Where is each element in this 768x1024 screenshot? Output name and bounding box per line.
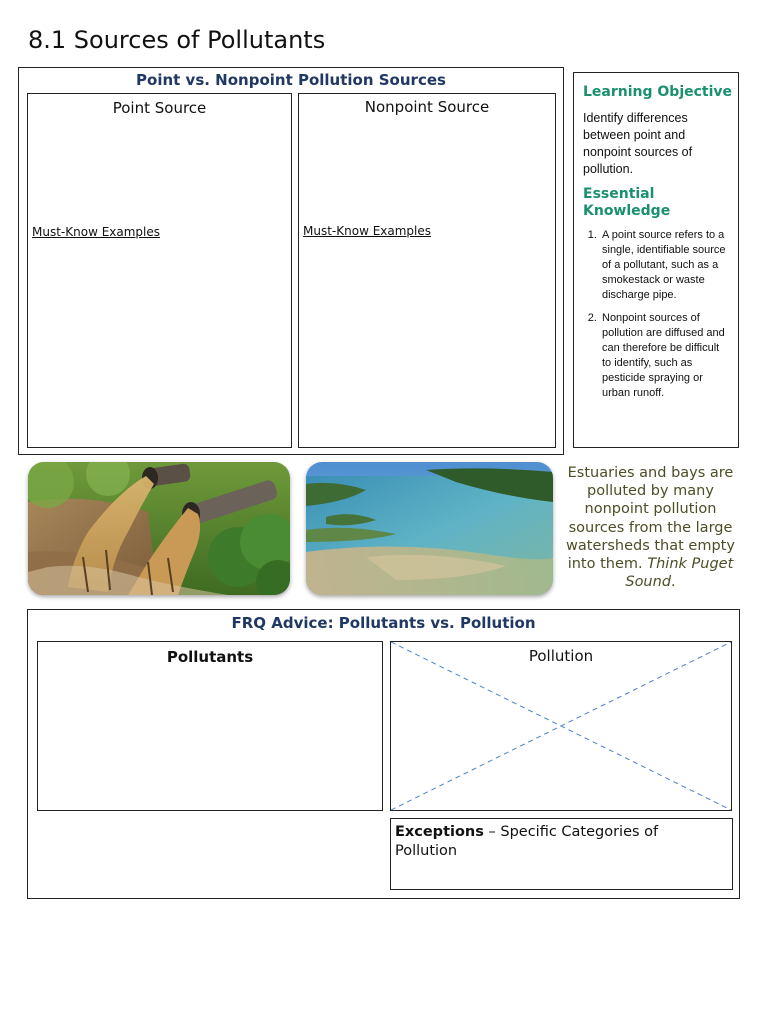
pollutants-box xyxy=(37,641,383,811)
frq-title: FRQ Advice: Pollutants vs. Pollution xyxy=(231,614,536,632)
exceptions-description: – Specific Categories of Pollution xyxy=(395,824,659,859)
learning-objective-heading: Learning Objective xyxy=(583,84,733,100)
exceptions-text xyxy=(395,823,715,861)
caption-text: Estuaries and bays are polluted by many nonpoint pollution sources from the large watersheds that empty into them. xyxy=(566,465,735,573)
pollution-heading: Pollution xyxy=(528,647,594,665)
essential-knowledge-list xyxy=(583,228,727,409)
point-source-box xyxy=(27,93,292,448)
estuary-aerial-image xyxy=(306,462,553,595)
nonpoint-examples-label: Must-Know Examples xyxy=(303,224,432,238)
essential-knowledge-heading: Essential Knowledge xyxy=(583,186,671,219)
caption-trailing: . xyxy=(671,574,676,591)
pollutants-heading: Pollutants xyxy=(166,648,254,666)
discharge-pipes-photo xyxy=(28,462,290,595)
exceptions-box xyxy=(390,818,733,890)
nonpoint-source-box xyxy=(298,93,556,448)
estuary-aerial-photo xyxy=(306,462,553,595)
pollution-box xyxy=(390,641,732,811)
essential-knowledge-item: 1. A point source refers to a single, identifiable source of a pollutant, such as a smokestack or waste discharge pipe. xyxy=(600,228,727,303)
point-source-heading: Point Source xyxy=(112,99,207,117)
estuary-caption xyxy=(565,464,736,591)
learning-sidebar xyxy=(573,72,739,448)
discharge-pipes-image xyxy=(28,462,290,595)
essential-knowledge-item: 2. Nonpoint sources of pollution are diffused and can therefore be difficult to identify, such as pesticide spraying or urban runoff. xyxy=(600,311,727,401)
exceptions-label: Exceptions xyxy=(395,824,484,840)
placeholder-cross xyxy=(391,642,731,810)
page-title: 8.1 Sources of Pollutants xyxy=(28,26,326,54)
point-examples-label: Must-Know Examples xyxy=(32,225,161,239)
nonpoint-source-heading: Nonpoint Source xyxy=(364,98,490,116)
caption-emphasis: Think Puget Sound xyxy=(625,556,734,591)
section-title: Point vs. Nonpoint Pollution Sources xyxy=(136,71,446,89)
learning-objective-text: Identify differences between point and nonpoint sources of pollution. xyxy=(583,111,693,176)
